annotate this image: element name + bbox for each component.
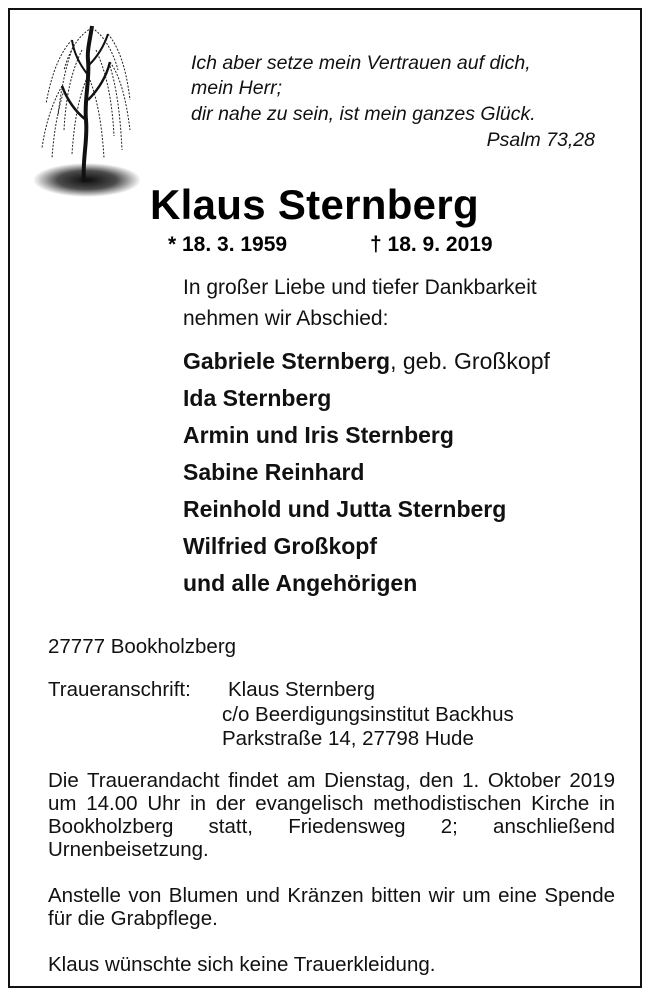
birth-date: * 18. 3. 1959: [168, 233, 288, 256]
intro-line-2: nehmen wir Abschied:: [183, 307, 389, 330]
mourner-item: Wilfried Großkopf: [183, 533, 378, 559]
mourner-item: Reinhold und Jutta Sternberg: [183, 496, 507, 522]
ceremony-text: Die Trauerandacht findet am Dienstag, den 1. Oktober 2019 um 14.00 Uhr in der evangelisch methodistischen Kirche in Bookholzberg statt, Friedensweg 2; anschließend Urnenbeisetzung.: [48, 769, 615, 861]
mourner-item: und alle Angehörigen: [183, 570, 418, 596]
verse-line-3: dir nahe zu sein, ist mein ganzes Glück.: [191, 103, 536, 125]
mourner-item: [183, 343, 550, 380]
mourner-name: Gabriele Sternberg: [183, 348, 391, 374]
death-date: † 18. 9. 2019: [370, 233, 493, 256]
weeping-willow-icon: [32, 20, 142, 198]
address-line-3: Parkstraße 14, 27798 Hude: [222, 727, 474, 750]
mourner-list: [183, 343, 550, 602]
intro-line-1: In großer Liebe und tiefer Dankbarkeit: [183, 276, 537, 299]
donation-text: Anstelle von Blumen und Kränzen bitten wir um eine Spende für die Grabpflege.: [48, 884, 615, 930]
dress-note: Klaus wünschte sich keine Trauerkleidung.: [48, 953, 436, 976]
location: 27777 Bookholzberg: [48, 635, 237, 658]
mourner-item: Sabine Reinhard: [183, 459, 365, 485]
deceased-name: Klaus Sternberg: [150, 181, 479, 228]
address-line-2: c/o Beerdigungsinstitut Backhus: [222, 703, 514, 726]
verse-line-1: Ich aber setze mein Vertrauen auf dich,: [191, 52, 531, 74]
verse-reference: Psalm 73,28: [486, 129, 595, 151]
mourner-item: Armin und Iris Sternberg: [183, 422, 454, 448]
address-line-1: Klaus Sternberg: [228, 678, 376, 701]
mourner-maiden-name: , geb. Großkopf: [390, 348, 550, 374]
address-label: Traueranschrift:: [48, 678, 191, 701]
mourner-item: Ida Sternberg: [183, 385, 332, 411]
verse-line-2: mein Herr;: [191, 77, 283, 99]
